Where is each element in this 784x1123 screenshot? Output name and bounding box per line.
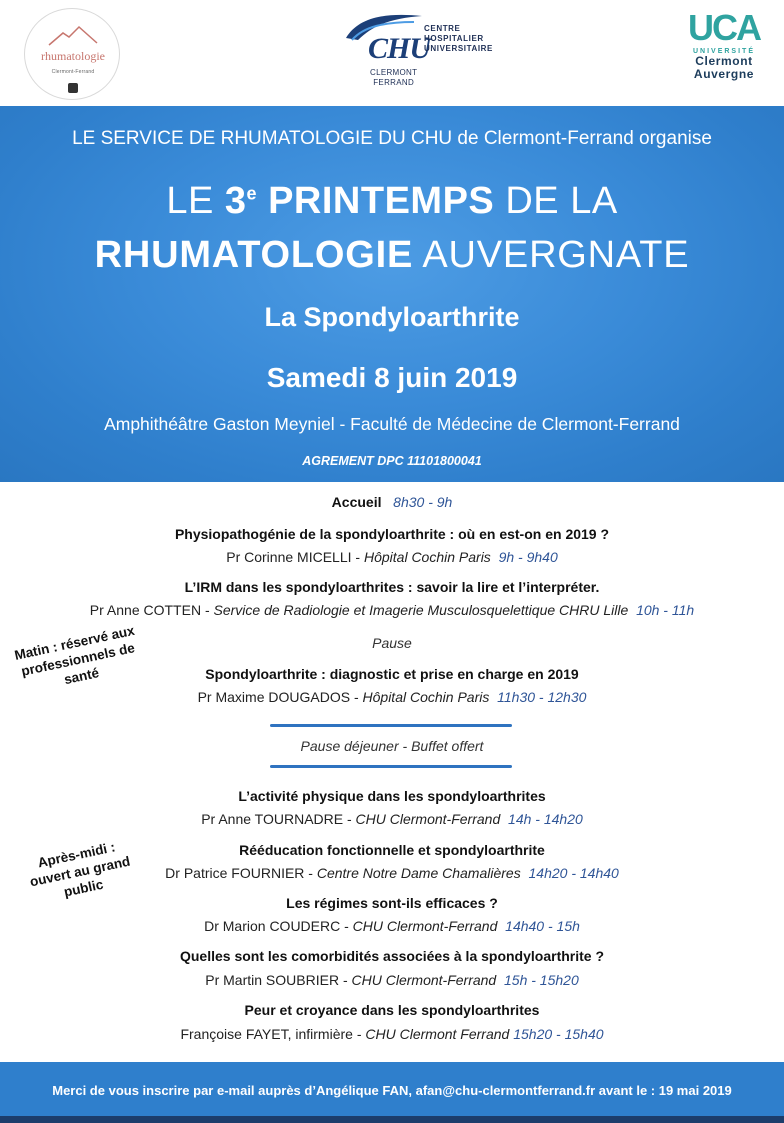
lunch-label: Pause déjeuner - Buffet offert xyxy=(300,738,484,754)
chu-logo xyxy=(340,10,493,96)
talk-4-time: 14h - 14h20 xyxy=(508,811,583,827)
talk-6-title: Les régimes sont-ils efficaces ? xyxy=(286,895,498,911)
talk-8-speaker-row: Françoise FAYET, infirmière - CHU Clermont Ferrand 15h20 - 15h40 xyxy=(180,1026,604,1042)
accueil-row xyxy=(0,494,784,510)
talk-5-speaker: Dr Patrice FOURNIER xyxy=(165,865,305,881)
chu-city xyxy=(370,68,417,88)
dpc-agreement: AGREMENT DPC 11101800041 xyxy=(302,454,482,468)
talk-7-speaker: Pr Martin SOUBRIER xyxy=(205,972,340,988)
talk-1-speaker: Pr Corinne MICELLI xyxy=(226,549,352,565)
talk-8-title: Peur et croyance dans les spondyloarthrites xyxy=(244,1002,540,1018)
talk-3-place: Hôpital Cochin Paris xyxy=(362,689,490,705)
title-dela: DE LA xyxy=(505,180,618,222)
talk-2-place: Service de Radiologie et Imagerie Musculosquelettique CHRU Lille xyxy=(213,602,629,618)
uca-mark: UCA xyxy=(688,7,760,48)
talk-3-speaker-row: Pr Maxime DOUGADOS - Hôpital Cochin Paris 11h30 - 12h30 xyxy=(197,689,587,705)
accueil-time: 8h30 - 9h xyxy=(393,494,453,510)
uca-name-2: Auvergne xyxy=(693,67,755,81)
registration-footer xyxy=(0,1062,784,1123)
rhumatologie-word: rhumatologie xyxy=(41,49,105,63)
talk-2-title: L’IRM dans les spondyloarthrites : savoir la lire et l’interpréter. xyxy=(184,579,600,595)
chu-line-2: HOSPITALIER xyxy=(424,34,484,43)
talk-2-speaker: Pr Anne COTTEN xyxy=(89,602,202,618)
mountain-icon xyxy=(47,23,99,49)
talk-8-time: 15h20 - 15h40 xyxy=(513,1026,604,1042)
rhumatologie-city: Clermont-Ferrand xyxy=(51,69,95,75)
uca-univ: UNIVERSITÉ xyxy=(692,48,755,55)
event-banner xyxy=(0,106,784,482)
talk-5-speaker-row: Dr Patrice FOURNIER - Centre Notre Dame Chamalières 14h20 - 14h40 xyxy=(165,865,619,881)
talk-5-place: Centre Notre Dame Chamalières xyxy=(316,865,521,881)
chu-mark: CHU xyxy=(368,32,431,65)
chu-city-2: FERRAND xyxy=(373,78,415,87)
talk-6-speaker-row: Dr Marion COUDERC - CHU Clermont-Ferrand 14h40 - 15h xyxy=(204,918,580,934)
title-printemps: PRINTEMPS xyxy=(268,180,495,222)
talk-7-time: 15h - 15h20 xyxy=(504,972,579,988)
morning-audience-note: Matin : réservé aux professionnels de santé xyxy=(13,622,137,688)
chu-city-1: CLERMONT xyxy=(370,68,418,77)
registration-text: Merci de vous inscrire par e-mail auprès d’Angélique FAN, afan@chu-clermontferrand.fr avant le : 19 mai 2019 xyxy=(52,1083,732,1098)
talk-8-speaker: Françoise FAYET, infirmière xyxy=(180,1026,353,1042)
title-auvergnate: AUVERGNATE xyxy=(422,234,690,276)
talk-4-place: CHU Clermont-Ferrand xyxy=(355,811,501,827)
event-title-line-2 xyxy=(0,234,784,277)
uca-name-1: Clermont xyxy=(695,54,753,68)
talk-6-place: CHU Clermont-Ferrand xyxy=(352,918,498,934)
event-topic: La Spondyloarthrite xyxy=(264,302,520,332)
lunch-divider-top xyxy=(270,724,512,727)
pause-label: Pause xyxy=(372,635,412,651)
afternoon-audience-note: Après-midi : ouvert au grand public xyxy=(28,839,132,900)
rhumatologie-mark-icon xyxy=(68,83,78,93)
talk-7-title: Quelles sont les comorbidités associées à la spondyloarthrite ? xyxy=(179,948,605,964)
talk-2-speaker-row: Pr Anne COTTEN - Service de Radiologie et Imagerie Musculosquelettique CHRU Lille 10h - 11h xyxy=(89,602,695,618)
lunch-divider-bottom xyxy=(270,765,512,768)
talk-4-title: L’activité physique dans les spondyloarthrites xyxy=(238,788,546,804)
chu-lines xyxy=(424,24,493,54)
talk-5-time: 14h20 - 14h40 xyxy=(528,865,619,881)
talk-3-time: 11h30 - 12h30 xyxy=(497,689,587,705)
title-le: LE xyxy=(166,180,214,222)
organizer-line: LE SERVICE DE RHUMATOLOGIE DU CHU de Clermont-Ferrand organise xyxy=(72,128,712,149)
event-date: Samedi 8 juin 2019 xyxy=(266,362,518,393)
talk-4-speaker: Pr Anne TOURNADRE xyxy=(201,811,344,827)
talk-1-title: Physiopathogénie de la spondyloarthrite : où en est-on en 2019 ? xyxy=(174,526,610,542)
talk-1-speaker-row: Pr Corinne MICELLI - Hôpital Cochin Paris 9h - 9h40 xyxy=(226,549,558,565)
talk-6-speaker: Dr Marion COUDERC xyxy=(204,918,341,934)
talk-4-speaker-row: Pr Anne TOURNADRE - CHU Clermont-Ferrand 14h - 14h20 xyxy=(201,811,583,827)
talk-3-speaker: Pr Maxime DOUGADOS xyxy=(197,689,351,705)
talk-1-place: Hôpital Cochin Paris xyxy=(363,549,491,565)
talk-6-time: 14h40 - 15h xyxy=(505,918,580,934)
program xyxy=(0,482,784,1062)
accueil-label: Accueil xyxy=(331,494,382,510)
talk-8-place: CHU Clermont Ferrand xyxy=(365,1026,510,1042)
talk-7-place: CHU Clermont-Ferrand xyxy=(351,972,497,988)
talk-3-title: Spondyloarthrite : diagnostic et prise en charge en 2019 xyxy=(205,666,579,682)
talk-5-title: Rééducation fonctionnelle et spondyloarthrite xyxy=(239,842,545,858)
uca-logo xyxy=(678,7,770,100)
event-venue: Amphithéâtre Gaston Meyniel - Faculté de Médecine de Clermont-Ferrand xyxy=(104,414,680,434)
rhumatologie-logo xyxy=(24,8,120,100)
chu-line-1: CENTRE xyxy=(424,24,461,33)
talk-1-time: 9h - 9h40 xyxy=(498,549,558,565)
title-ordinal-sup: e xyxy=(246,183,258,204)
talk-2-time: 10h - 11h xyxy=(636,602,695,618)
title-ordinal: 3 xyxy=(224,180,247,222)
event-title-line-1 xyxy=(0,180,784,223)
logo-header xyxy=(0,0,784,106)
title-rhumatologie: RHUMATOLOGIE xyxy=(94,234,414,276)
chu-line-3: UNIVERSITAIRE xyxy=(424,44,493,53)
talk-7-speaker-row: Pr Martin SOUBRIER - CHU Clermont-Ferrand 15h - 15h20 xyxy=(205,972,579,988)
footer-strip xyxy=(0,1116,784,1123)
